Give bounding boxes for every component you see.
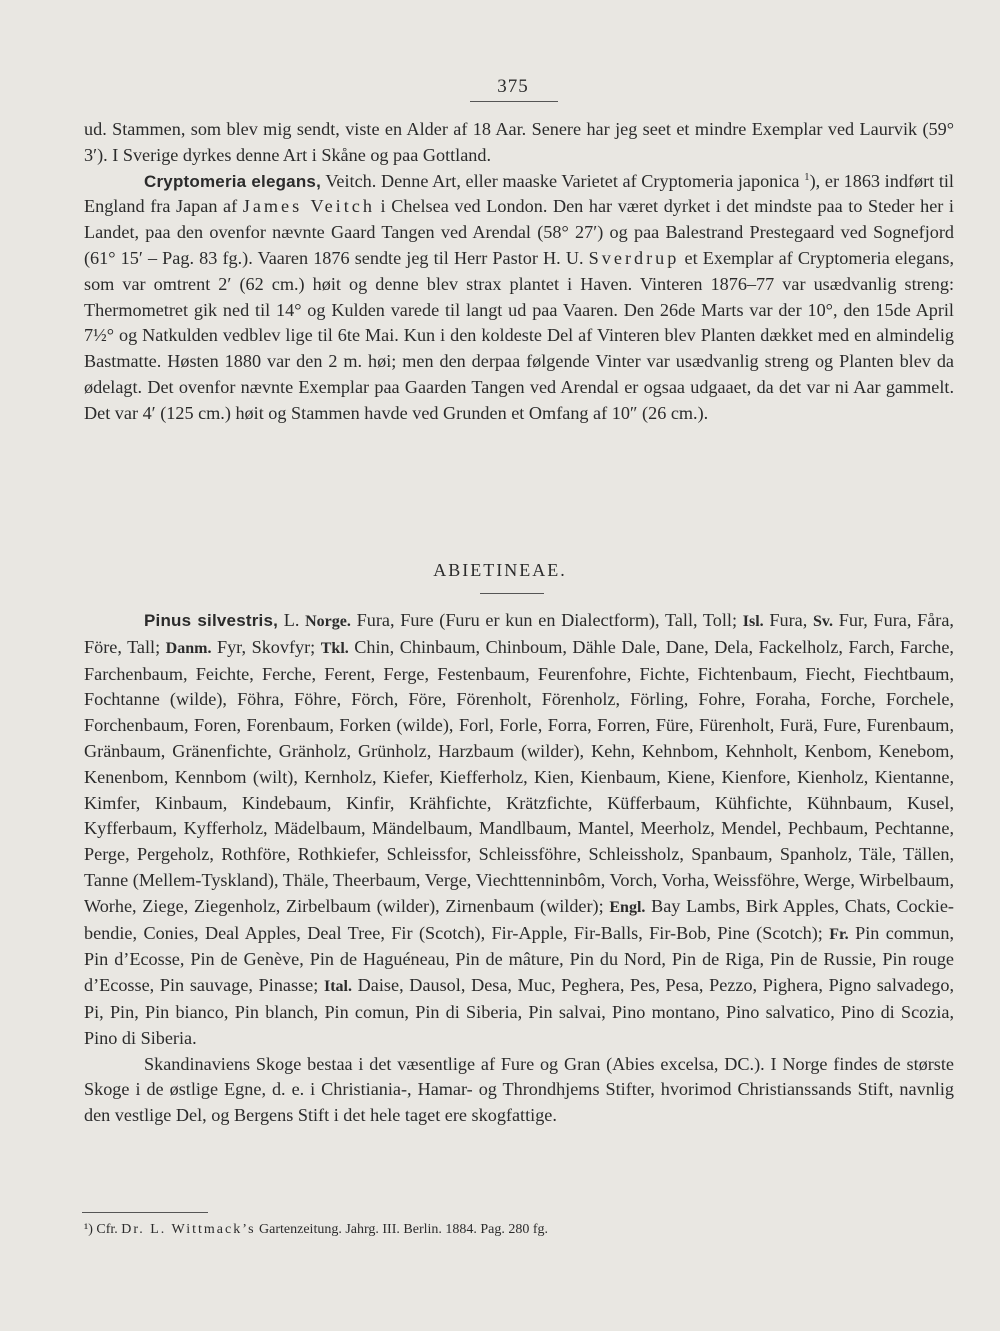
text-run: i Chelsea ved London. Den har været dyrket i det mindste paa to Steder her i Landet, paa den ovenfor nævnte Gaard Tangen ved Arendal (58° 27′) og paa Balestrand Prestegaard ved Sognefjord (61° 15′ – Pag. 83 fg.). Vaaren 1876 sendte jeg til Herr Pastor H. U. xyxy=(84,196,954,268)
header-rule xyxy=(470,101,558,102)
text-block-cryptomeria xyxy=(84,117,954,427)
text-run: Pin commun, Pin d’Ecosse, Pin de Genève, Pin de Haguéneau, Pin de mâture, Pin du Nord, Pin de Riga, Pin de Russie, Pin rouge d’Ecosse, Pin sauvage, Pinasse; xyxy=(84,922,954,996)
text-block-pinus xyxy=(84,608,954,1129)
footnote-rule xyxy=(82,1212,208,1213)
language-label: Tkl. xyxy=(320,639,349,657)
species-name: Pinus silvestris, xyxy=(144,611,279,630)
text-run: Veitch. Denne Art, eller maaske Varietet af Cryptomeria japonica xyxy=(321,170,805,191)
text-run: ), er 1863 indført til England fra Japan af xyxy=(84,170,954,217)
text-run: L. xyxy=(278,610,306,630)
person-name: Dr. L. Wittmack’s xyxy=(121,1222,256,1237)
language-label: Ital. xyxy=(323,978,352,996)
text-run: Cfr. xyxy=(92,1222,122,1237)
language-label: Isl. xyxy=(742,613,764,630)
paragraph-forests: Skandinaviens Skoge bestaa i det væsentlige af Fure og Gran (Abies excelsa, DC.). I Norge findes de største Skoge i de østlige Egne, d. e. i Christiania-, Hamar- og Throndhjems Stifter, hvorimod Christianssands Stift, navnlig den vestlige Del, og Bergens Stift i det hele taget ere skogfattige. xyxy=(84,1053,954,1126)
footnote-reference: 1 xyxy=(804,170,810,183)
language-label: Norge. xyxy=(305,613,351,630)
person-name: James Veitch xyxy=(242,196,375,217)
footnote xyxy=(84,1220,944,1240)
section-rule xyxy=(480,593,544,594)
page-number: 375 xyxy=(497,76,529,97)
paragraph-continuation: ud. Stammen, som blev mig sendt, viste en Alder af 18 Aar. Senere har jeg seet et mindre Exemplar ved Laurvik (59° 3′). I Sverige dyrkes denne Art i Skåne og paa Gottland. xyxy=(84,119,954,165)
section-heading: ABIETINEAE. xyxy=(433,560,567,580)
species-name: Cryptomeria elegans, xyxy=(144,171,321,191)
text-run: Fura, xyxy=(763,610,813,630)
language-label: Fr. xyxy=(829,925,849,943)
paragraph-pinus-silvestris xyxy=(84,608,954,1052)
text-run: Fur, Fura, Fåra, Före, Tall; xyxy=(84,610,954,657)
paragraph-cryptomeria-elegans xyxy=(84,169,954,427)
person-name: Sverdrup xyxy=(588,247,680,268)
text-run: et Exemplar af Cryptomeria elegans, som var omtrent 2′ (62 cm.) høit og denne blev strax plantet i Haven. Vinteren 1876–77 var usædvanlig streng: Thermometret gik ned til 14° og Kulden varede til langt ud paa Vaaren. Den 26de Marts var der 10°, den 15de April 7½° og Natkulden vedblev lige til 6te Mai. Kun i den koldeste Del af Vinteren blev Planten dækket med en almindelig Bastmatte. Høsten 1880 var den 2 m. høi; men den derpaa følgende Vinter var usædvanlig streng og Planten blev da ødelagt. Det ovenfor nævnte Exemplar paa Gaarden Tangen ved Arendal er ogsaa udgaaet, da det var ni Aar gammelt. Det var 4′ (125 cm.) høit og Stammen havde ved Grunden et Omfang af 10″ (26 cm.). xyxy=(84,247,954,423)
language-label: Danm. xyxy=(165,639,212,657)
text-run: Fura, Fure (Furu er kun en Dialectform), Tall, Toll; xyxy=(350,610,743,630)
text-run: Daise, Dausol, Desa, Muc, Peghera, Pes, Pesa, Pezzo, Pighera, Pigno salvadego, Pi, Pin, Pin bianco, Pin blanch, Pin comun, Pin di Siberia, Pin salvai, Pino montano, Pino salvatico, Pino di Scozia, Pino di Siberia. xyxy=(84,975,955,1048)
text-run: Chin, Chinbaum, Chinboum, Dähle Dale, Dane, Dela, Fackelholz, Farch, Farche, Farchenbaum, Feichte, Ferche, Ferent, Ferge, Festenbaum, Feurenfohre, Fichte, Fichtenbaum, Fiecht, Fiechtbaum, Fochtanne (wilde), Föhra, Föhre, Förch, Före, Förenholt, Förenholz, Förling, Fohre, Foraha, Forche, Forchele, Forchenbaum, Foren, Forenbaum, Forken (wilde), Forl, Forle, Forra, Forren, Füre, Fürenholt, Furä, Fure, Furenbaum, Gränbaum, Gränenfichte, Gränholz, Grünholz, Harzbaum (wilder), Kehn, Kehnbom, Kehnholt, Kenbom, Kenebom, Kenenbom, Kennbom (wilt), Kernholz, Kiefer, Kiefferholz, Kien, Kienbaum, Kiene, Kienfore, Kienholz, Kientanne, Kimfer, Kinbaum, Kindebaum, Kinfir, Krähfichte, Krätzfichte, Küfferbaum, Kühfichte, Kühnbaum, Kusel, Kyfferbaum, Kyfferholz, Mädelbaum, Mändelbaum, Mandlbaum, Mantel, Meerholz, Mendel, Pechbaum, Pechtanne, Perge, Pergeholz, Rothföre, Rothkiefer, Schleissfor, Schleissföhre, Schleissholz, Spanbaum, Spanholz, Täle, Tällen, Tanne (Mellem-Tyskland), Thäle, Theerbaum, Verge, Viechttenninbôm, Vorch, Vorha, Weissföhre, Werge, Wirbelbaum, Worhe, Ziege, Ziegenholz, Zirbelbaum (wilder), Zirnenbaum (wilder); xyxy=(84,636,954,916)
text-run: Gartenzeitung. Jahrg. III. Berlin. 1884. Pag. 280 fg. xyxy=(255,1222,549,1237)
language-label: Engl. xyxy=(609,898,646,916)
text-run: Bay Lambs, Birk Apples, Chats, Cockie-bendie, Conies, Deal Apples, Deal Tree, Fir (Scotch), Fir-Apple, Fir-Balls, Fir-Bob, Pine (Scotch); xyxy=(84,895,954,943)
language-label: Sv. xyxy=(812,613,833,630)
footnote-mark: ¹) xyxy=(84,1222,93,1237)
text-run: Fyr, Skovfyr; xyxy=(211,636,321,657)
